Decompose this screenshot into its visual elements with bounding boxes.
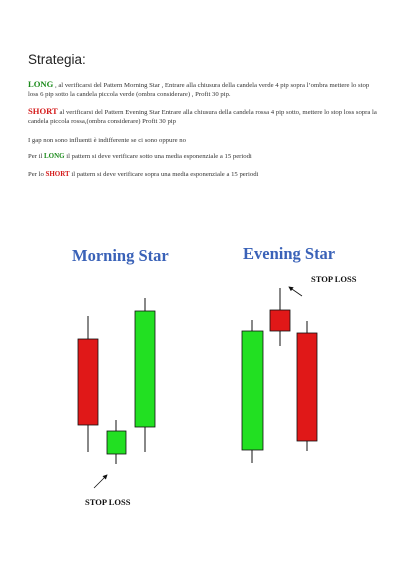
morning-star-candle-3-green (135, 298, 155, 452)
evening-star-stop-label: STOP LOSS (311, 274, 357, 284)
long-keyword: LONG (28, 79, 54, 89)
morning-star-candle-2-green-small (107, 420, 126, 464)
short-rule-text: il pattern si deve verificare sopra una media esponenziale a 15 periodi (69, 171, 259, 178)
gap-note: I gap non sono influenti è indifferente se ci sono oppure no (28, 137, 186, 144)
long-paragraph-text: , al verificarsi del Pattern Morning Star , Entrare alla chiusura della candela verde 4 pip sopra l’ombra mettere lo stop loss 6 pip sotto la candela piccola verde (ombra considerare) , Profit 30 pip. (28, 82, 370, 99)
evening-star-candle-3-red (297, 321, 317, 451)
short-paragraph-text: al verificarsi del Pattern Evening Star Entrare alla chiusura della candela rossa 4 pip sotto, mettere lo stop loss sopra la candela piccola rossa,(ombra considerare) Profit 30 pip (28, 109, 377, 126)
long-rule-keyword: LONG (43, 152, 65, 160)
morning-star-stop-label: STOP LOSS (85, 497, 131, 507)
long-rule-prefix: Per il (28, 153, 44, 160)
short-rule-prefix: Per lo (28, 171, 46, 178)
evening-star-candle-1-green (242, 320, 263, 463)
evening-star-figure (242, 244, 357, 463)
morning-star-candle-1-red (78, 316, 98, 452)
long-rule-text: il pattern si deve verificare sotto una media esponenziale a 15 periodi (64, 153, 252, 160)
evening-star-title: Evening Star (243, 244, 336, 263)
short-keyword: SHORT (28, 106, 58, 116)
short-rule-keyword: SHORT (45, 170, 70, 178)
morning-star-title: Morning Star (72, 246, 169, 265)
page-title: Strategia: (28, 52, 86, 67)
morning-star-stop-arrow (94, 475, 107, 488)
evening-star-stop-arrow (289, 287, 302, 296)
morning-star-figure (72, 246, 169, 507)
evening-star-candle-2-red-small (270, 288, 290, 346)
